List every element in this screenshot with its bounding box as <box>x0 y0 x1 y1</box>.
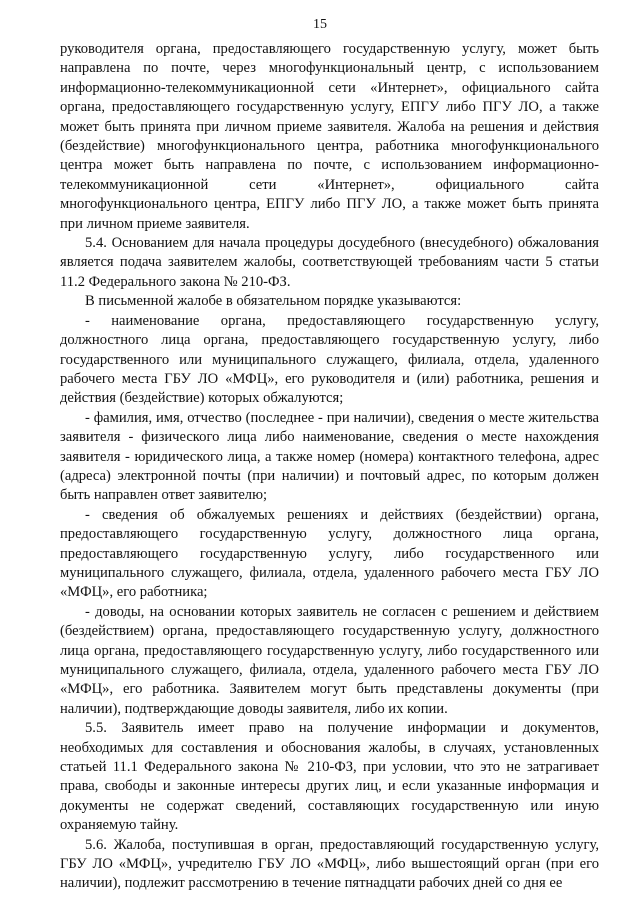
list-item: - наименование органа, предоставляющего государственную услугу, должностного лица органа, предоставляющего государственную услугу, либо государственного или муниципального служащего, филиала, отдела, удаленного рабочего места ГБУ ЛО «МФЦ», его руководителя и (или) работника, решения и действия (бездействие) которых обжалуются; <box>60 312 599 407</box>
paragraph: В письменной жалобе в обязательном порядке указываются: <box>85 293 462 310</box>
page-number: 15 <box>313 17 327 32</box>
document-body <box>60 40 599 894</box>
paragraph: руководителя органа, предоставляющего государственную услугу, может быть направлена по почте, через многофункциональный центр, с использованием информационно-телекоммуникационной сети «Интернет», официального сайта органа, предоставляющего государственную услугу, ЕПГУ либо ПГУ ЛО, а также может быть принята при личном приеме заявителя. Жалоба на решения и действия (бездействие) многофункционального центра, работника многофункционального центра может быть направлена по почте, с использованием информационно-телекоммуникационной сети «Интернет», официального сайта многофункционального центра, ЕПГУ либо ПГУ ЛО, а также может быть принята при личном приеме заявителя. <box>60 41 599 232</box>
list-item: - доводы, на основании которых заявитель не согласен с решением и действием (бездействием) органа, предоставляющего государственную услугу, должностного лица органа, предоставляющего государственную услугу, либо государственного или муниципального служащего, филиала, отдела, удаленного рабочего места ГБУ ЛО «МФЦ», его работника. Заявителем могут быть представлены документы (при наличии), подтверждающие доводы заявителя, либо их копии. <box>60 603 599 717</box>
paragraph: 5.5. Заявитель имеет право на получение информации и документов, необходимых для составления и обоснования жалобы, в случаях, установленных статьей 11.1 Федерального закона № 210-ФЗ, при условии, что это не затрагивает права, свободы и законные интересы других лиц, и если указанные информация и документы не содержат сведений, составляющих государственную или иную охраняемую тайну. <box>60 720 599 834</box>
paragraph: 5.4. Основанием для начала процедуры досудебного (внесудебного) обжалования является подача заявителем жалобы, соответствующей требованиям части 5 статьи 11.2 Федерального закона № 210-ФЗ. <box>60 235 599 290</box>
list-item: - сведения об обжалуемых решениях и действиях (бездействии) органа, предоставляющего государственную услугу, должностного лица органа, предоставляющего государственную услугу, либо государственного или муниципального служащего, филиала, отдела, удаленного рабочего места ГБУ ЛО «МФЦ», его работника; <box>60 506 599 601</box>
paragraph: 5.6. Жалоба, поступившая в орган, предоставляющий государственную услугу, ГБУ ЛО «МФЦ», учредителю ГБУ ЛО «МФЦ», либо вышестоящий орган (при его наличии), подлежит рассмотрению в течение пятнадцати рабочих дней со дня ее <box>60 836 599 892</box>
list-item: - фамилия, имя, отчество (последнее - при наличии), сведения о месте жительства заявителя - физического лица либо наименование, сведения о месте нахождения заявителя - юридического лица, а также номер (номера) контактного телефона, адрес (адреса) электронной почты (при наличии) и почтовый адрес, по которым должен быть направлен ответ заявителю; <box>60 409 599 504</box>
